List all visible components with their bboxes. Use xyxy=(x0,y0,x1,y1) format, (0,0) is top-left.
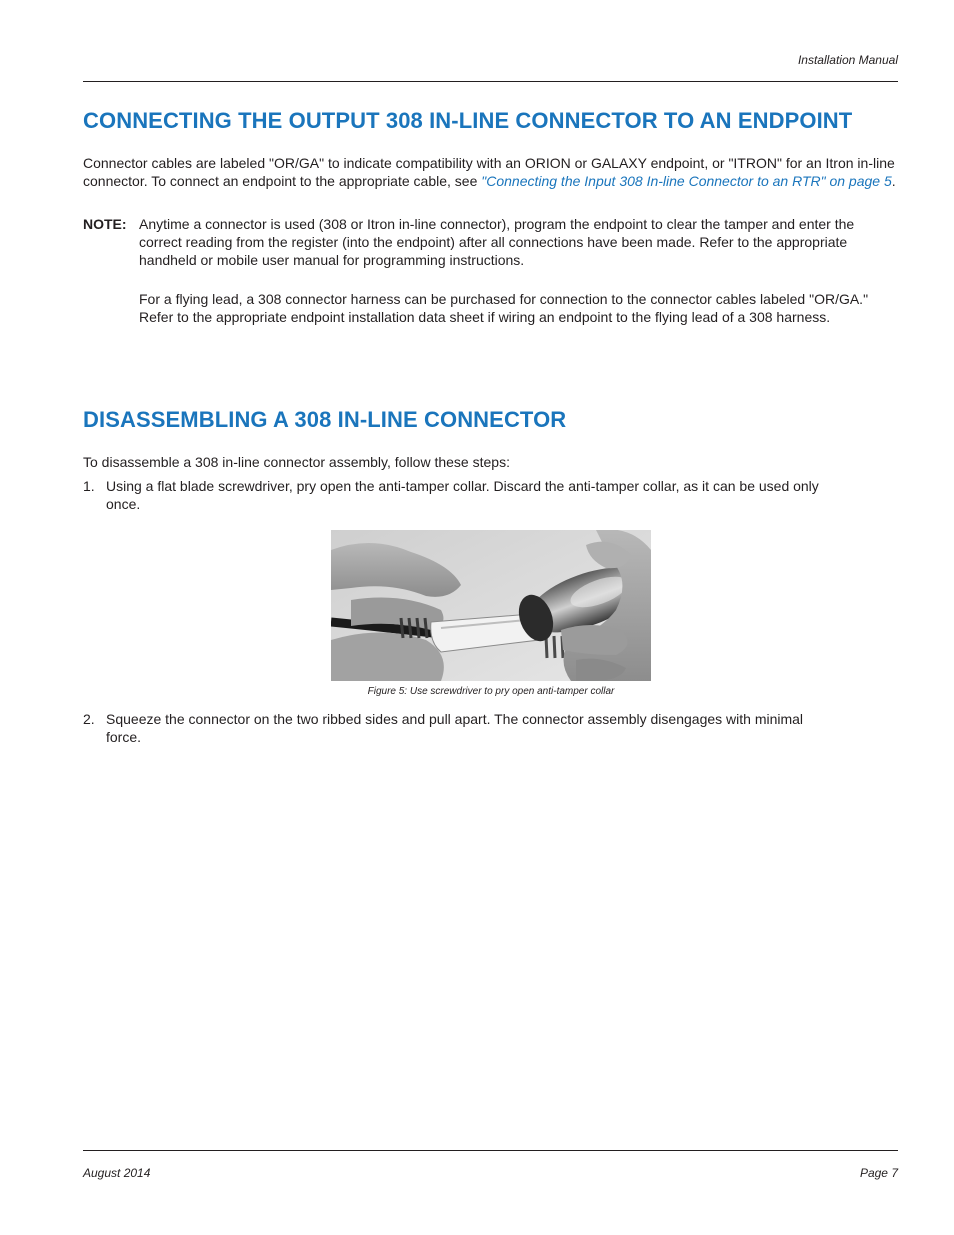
running-header: Installation Manual xyxy=(797,53,898,67)
figure-photo-hands-prying-collar xyxy=(331,530,651,681)
footer-date: August 2014 xyxy=(83,1166,151,1180)
note-paragraph-1: Anytime a connector is used (308 or Itron in-line connector), program the endpoint to clear the tamper and enter the correct reading from the register (into the endpoint) after all connections have been made. Refer to the appropriate handheld or mobile user manual for programming instructions. xyxy=(139,216,855,268)
figure-caption: Figure 5: Use screwdriver to pry open anti-tamper collar xyxy=(367,686,615,697)
steps-intro: To disassemble a 308 in-line connector assembly, follow these steps: xyxy=(83,454,510,470)
footer-rule xyxy=(83,1150,898,1151)
section1-intro-paragraph xyxy=(83,154,898,190)
step-number: 2. xyxy=(83,711,95,727)
section1-intro-end: . xyxy=(891,173,896,189)
section-heading-output-connector: CONNECTING THE OUTPUT 308 IN-LINE CONNECTOR TO AN ENDPOINT xyxy=(83,108,853,133)
step-text: Squeeze the connector on the two ribbed sides and pull apart. The connector assembly disengages with minimal force. xyxy=(106,711,804,745)
note-label: NOTE: xyxy=(83,216,127,232)
step-text: Using a flat blade screwdriver, pry open the anti-tamper collar. Discard the anti-tamper collar, as it can be used only once. xyxy=(106,478,819,512)
cross-reference-link[interactable]: "Connecting the Input 308 In-line Connector to an RTR" on page 5 xyxy=(481,173,892,189)
step-number: 1. xyxy=(83,478,95,494)
page-number: Page 7 xyxy=(859,1166,898,1180)
section-heading-disassembling: DISASSEMBLING A 308 IN-LINE CONNECTOR xyxy=(83,407,567,432)
section1-intro-text: Connector cables are labeled "OR/GA" to indicate compatibility with an ORION or GALAXY endpoint, or "ITRON" for an Itron in-line connector. To connect an endpoint to the appropriate cable, see xyxy=(83,155,895,189)
header-rule xyxy=(83,81,898,82)
note-paragraph-2: For a flying lead, a 308 connector harness can be purchased for connection to the connector cables labeled "OR/GA." Refer to the appropriate endpoint installation data sheet if wiring an endpoint to the flying lead of a 308 harness. xyxy=(139,291,869,325)
